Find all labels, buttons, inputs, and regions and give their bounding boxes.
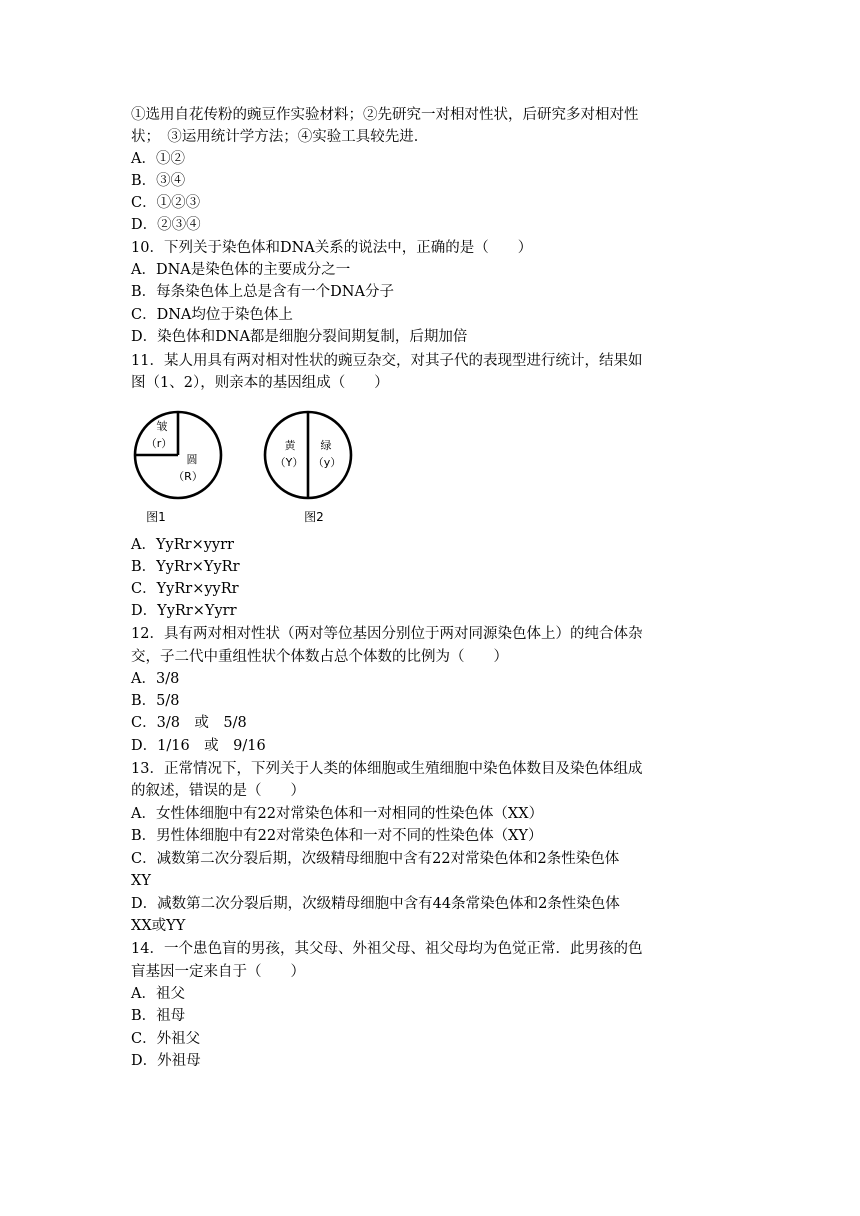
q13-stem-line2: 的叙述，错误的是（ ） bbox=[131, 783, 305, 799]
q10-option-a: A．DNA是染色体的主要成分之一 bbox=[131, 262, 351, 278]
q11-option-a: A．YyRr×yyrr bbox=[131, 537, 234, 553]
q9-option-b: B．③④ bbox=[131, 173, 186, 189]
q14-stem-line1: 14．一个患色盲的男孩，其父母、外祖父母、祖父母均为色觉正常．此男孩的色 bbox=[131, 941, 643, 957]
q10-option-b: B．每条染色体上总是含有一个DNA分子 bbox=[131, 284, 394, 300]
q14-option-a: A．祖父 bbox=[131, 986, 185, 1002]
fig1-small-gene: （r） bbox=[145, 437, 173, 450]
fig1-pie bbox=[135, 412, 221, 498]
q10-option-d: D．染色体和DNA都是细胞分裂间期复制，后期加倍 bbox=[131, 329, 468, 345]
q13-option-b: B．男性体细胞中有22对常染色体和一对不同的性染色体（XY） bbox=[131, 828, 543, 844]
q13-option-c-line2: XY bbox=[131, 873, 151, 889]
fig2-caption: 图2 bbox=[304, 510, 324, 524]
q11-option-b: B．YyRr×YyRr bbox=[131, 559, 240, 575]
q11-figure bbox=[128, 408, 368, 533]
q13-option-c-line1: C．减数第二次分裂后期，次级精母细胞中含有22对常染色体和2条性染色体 bbox=[131, 851, 620, 867]
fig2-pie bbox=[265, 412, 351, 498]
q9-option-a: A．①② bbox=[131, 151, 185, 167]
fig1-large-label: 圆 bbox=[186, 453, 198, 466]
q11-stem-line1: 11．某人用具有两对相对性状的豌豆杂交，对其子代的表现型进行统计，结果如 bbox=[131, 353, 643, 369]
q11-option-c: C．YyRr×yyRr bbox=[131, 581, 239, 597]
q13-option-a: A．女性体细胞中有22对常染色体和一对相同的性染色体（XX） bbox=[131, 806, 544, 822]
fig2-left-label: 黄 bbox=[284, 439, 296, 452]
q11-option-d: D．YyRr×Yyrr bbox=[131, 603, 237, 619]
q11-stem-line2: 图（1、2），则亲本的基因组成（ ） bbox=[131, 375, 389, 391]
q12-stem-line1: 12．具有两对相对性状（两对等位基因分别位于两对同源染色体上）的纯合体杂 bbox=[131, 626, 643, 642]
q9-option-c: C．①②③ bbox=[131, 195, 201, 211]
q14-option-b: B．祖母 bbox=[131, 1008, 186, 1024]
fig2-left-gene: （Y） bbox=[274, 456, 304, 469]
fig1-small-label: 皱 bbox=[156, 420, 168, 433]
q10-stem: 10．下列关于染色体和DNA关系的说法中，正确的是（ ） bbox=[131, 240, 533, 256]
q14-option-c: C．外祖父 bbox=[131, 1031, 201, 1047]
q13-stem-line1: 13．正常情况下，下列关于人类的体细胞或生殖细胞中染色体数目及染色体组成 bbox=[131, 761, 643, 777]
fig1-large-gene: （R） bbox=[173, 470, 203, 483]
q9-stem-line1: ①选用自花传粉的豌豆作实验材料；②先研究一对相对性状，后研究多对相对性 bbox=[131, 107, 639, 123]
q12-option-c: C．3/8 或 5/8 bbox=[131, 715, 247, 731]
q14-option-d: D．外祖母 bbox=[131, 1053, 201, 1069]
fig2-right-label: 绿 bbox=[320, 439, 332, 452]
q12-stem-line2: 交，子二代中重组性状个体数占总个体数的比例为（ ） bbox=[131, 649, 508, 665]
q13-option-d-line1: D．减数第二次分裂后期，次级精母细胞中含有44条常染色体和2条性染色体 bbox=[131, 896, 620, 912]
q12-option-b: B．5/8 bbox=[131, 693, 180, 709]
q13-option-d-line2: XX或YY bbox=[131, 918, 186, 934]
q14-stem-line2: 盲基因一定来自于（ ） bbox=[131, 964, 305, 980]
q9-option-d: D．②③④ bbox=[131, 217, 201, 233]
q12-option-a: A．3/8 bbox=[131, 671, 180, 687]
q12-option-d: D．1/16 或 9/16 bbox=[131, 738, 266, 754]
q10-option-c: C．DNA均位于染色体上 bbox=[131, 307, 293, 323]
q9-stem-line2: 状； ③运用统计学方法；④实验工具较先进． bbox=[131, 129, 429, 145]
fig2-right-gene: （y） bbox=[312, 456, 342, 469]
fig1-caption: 图1 bbox=[146, 510, 166, 524]
